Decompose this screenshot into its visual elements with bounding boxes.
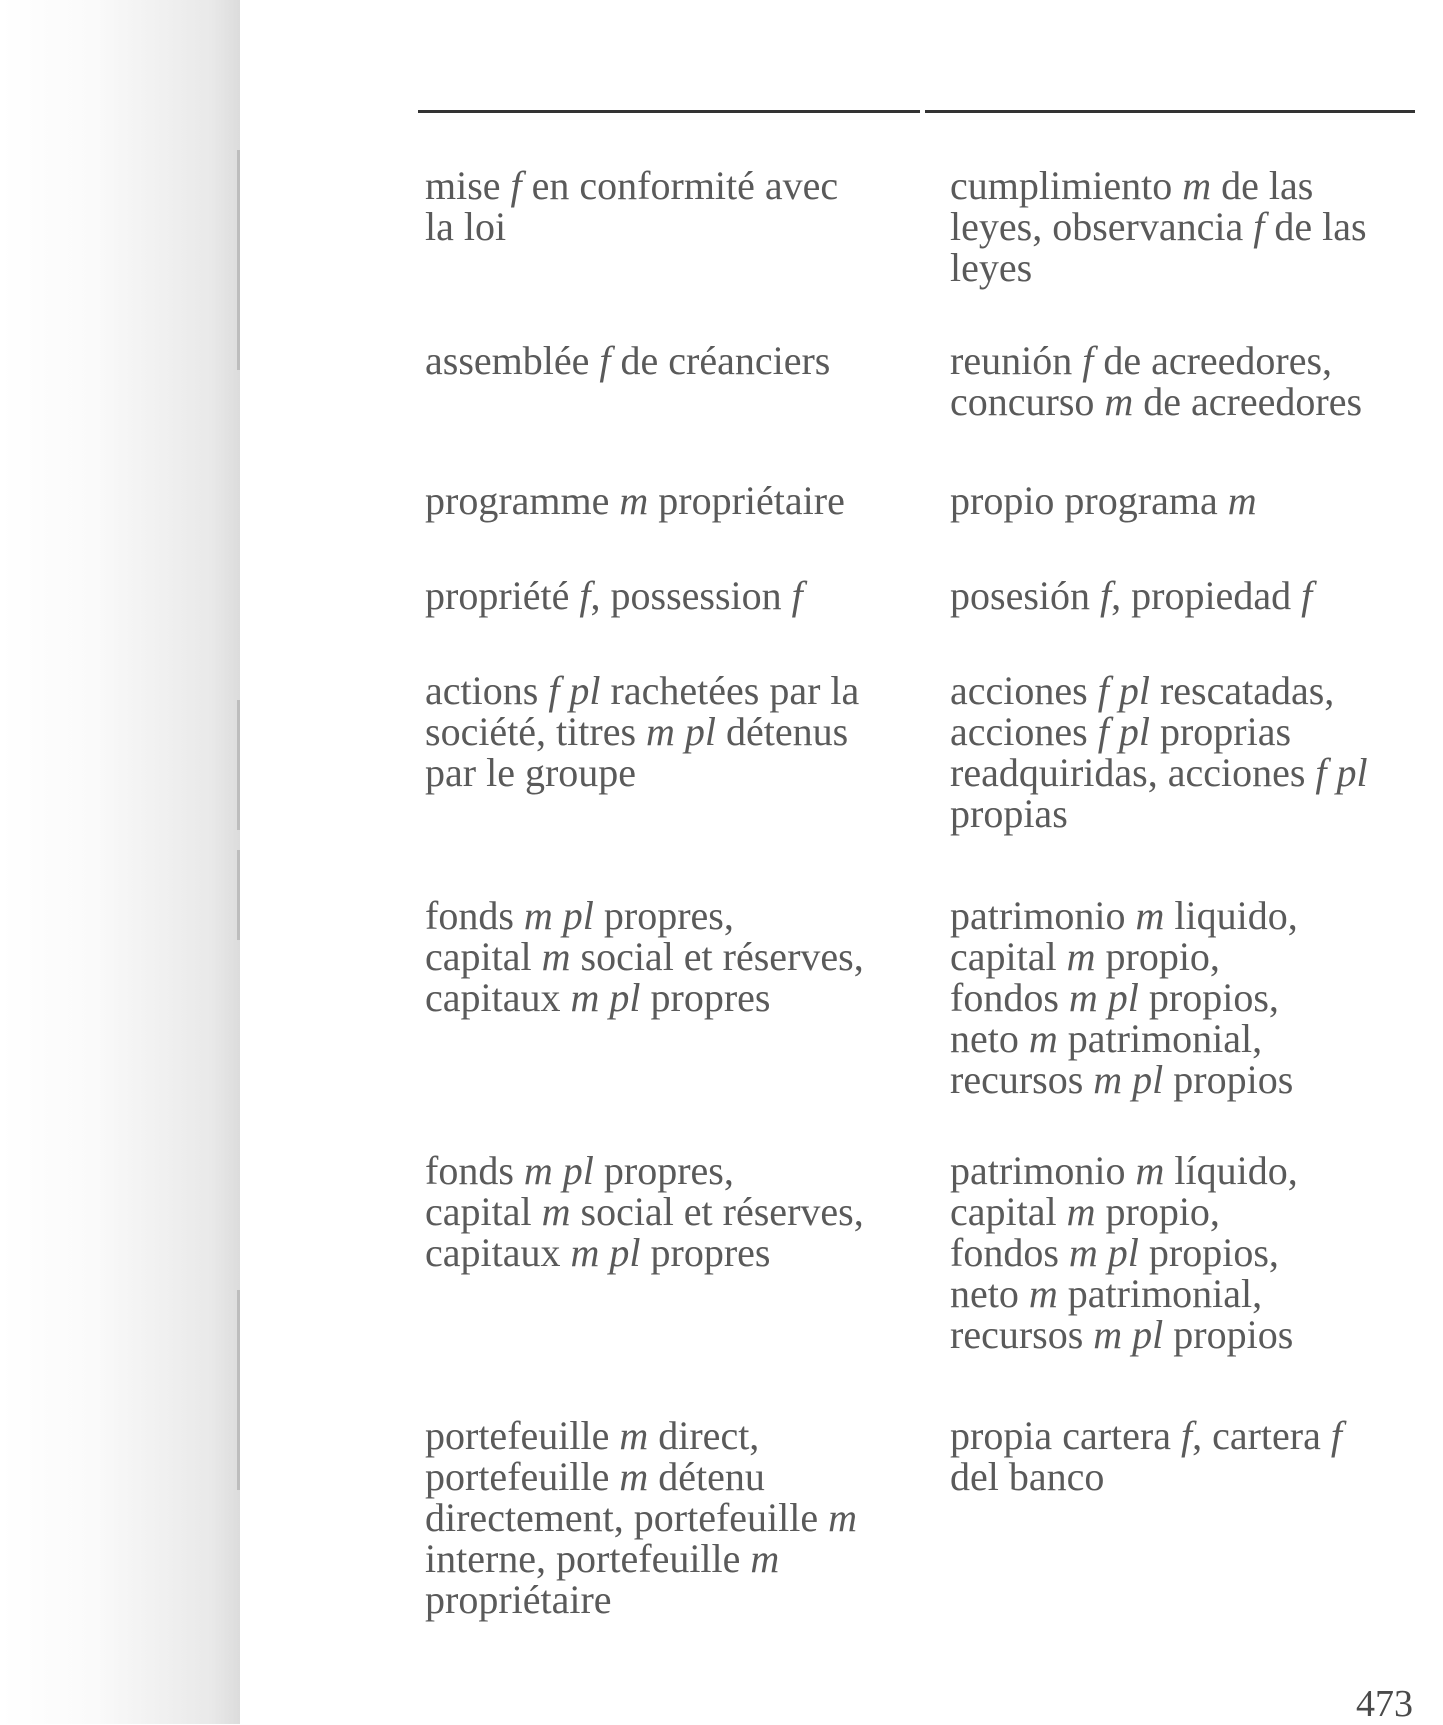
term-line: fondos m pl propios, bbox=[950, 975, 1279, 1020]
term-line: capital m propio, bbox=[950, 1189, 1220, 1234]
term-line: patrimonio m líquido, bbox=[950, 1148, 1298, 1193]
term-line: reunión f de acreedores, bbox=[950, 338, 1333, 383]
term-line: capitaux m pl propres bbox=[425, 1230, 771, 1275]
term-line: leyes, observancia f de las bbox=[950, 204, 1367, 249]
term-line: neto m patrimonial, bbox=[950, 1271, 1263, 1316]
spanish-term bbox=[950, 340, 1410, 422]
spanish-term bbox=[950, 480, 1410, 521]
term-line: readquiridas, acciones f pl bbox=[950, 750, 1368, 795]
term-line: fonds m pl propres, bbox=[425, 893, 734, 938]
term-line: posesión f, propiedad f bbox=[950, 573, 1313, 618]
term-line: acciones f pl proprias bbox=[950, 709, 1292, 754]
term-line: par le groupe bbox=[425, 750, 637, 795]
french-term bbox=[425, 165, 925, 247]
term-line: actions f pl rachetées par la bbox=[425, 668, 860, 713]
term-line: propias bbox=[950, 791, 1068, 836]
term-line: la loi bbox=[425, 204, 507, 249]
gutter-mark bbox=[237, 150, 240, 370]
term-line: interne, portefeuille m bbox=[425, 1536, 780, 1581]
term-line: société, titres m pl détenus bbox=[425, 709, 849, 754]
page-gutter-shadow bbox=[0, 0, 240, 1724]
term-line: capital m propio, bbox=[950, 934, 1220, 979]
spanish-term bbox=[950, 1150, 1410, 1355]
term-line: acciones f pl rescatadas, bbox=[950, 668, 1335, 713]
spanish-term bbox=[950, 670, 1410, 834]
term-line: fonds m pl propres, bbox=[425, 1148, 734, 1193]
french-term bbox=[425, 575, 925, 616]
spanish-term bbox=[950, 895, 1410, 1100]
term-line: recursos m pl propios bbox=[950, 1057, 1294, 1102]
term-line: fondos m pl propios, bbox=[950, 1230, 1279, 1275]
french-term bbox=[425, 670, 925, 793]
term-line: neto m patrimonial, bbox=[950, 1016, 1263, 1061]
term-line: patrimonio m liquido, bbox=[950, 893, 1298, 938]
term-line: directement, portefeuille m bbox=[425, 1495, 858, 1540]
french-term bbox=[425, 340, 925, 381]
term-line: propia cartera f, cartera f bbox=[950, 1413, 1342, 1458]
gutter-mark bbox=[237, 1290, 240, 1490]
term-line: programme m propriétaire bbox=[425, 478, 845, 523]
term-line: recursos m pl propios bbox=[950, 1312, 1294, 1357]
term-line: assemblée f de créanciers bbox=[425, 338, 831, 383]
gutter-mark bbox=[237, 700, 240, 830]
french-term bbox=[425, 895, 925, 1018]
term-line: propriétaire bbox=[425, 1577, 612, 1622]
term-line: concurso m de acreedores bbox=[950, 379, 1363, 424]
term-line: cumplimiento m de las bbox=[950, 163, 1314, 208]
header-rule-french-column bbox=[418, 110, 920, 113]
term-line: portefeuille m détenu bbox=[425, 1454, 765, 1499]
french-term bbox=[425, 1415, 925, 1620]
spanish-term bbox=[950, 575, 1410, 616]
term-line: portefeuille m direct, bbox=[425, 1413, 760, 1458]
term-line: mise f en conformité avec bbox=[425, 163, 839, 208]
page-number: 473 bbox=[1356, 1683, 1413, 1725]
term-line: capital m social et réserves, bbox=[425, 934, 864, 979]
term-line: propio programa m bbox=[950, 478, 1257, 523]
term-line: propriété f, possession f bbox=[425, 573, 803, 618]
gutter-mark bbox=[237, 850, 240, 940]
french-term bbox=[425, 1150, 925, 1273]
header-rule-spanish-column bbox=[925, 110, 1415, 113]
term-line: del banco bbox=[950, 1454, 1105, 1499]
spanish-term bbox=[950, 165, 1410, 288]
spanish-term bbox=[950, 1415, 1410, 1497]
term-line: capitaux m pl propres bbox=[425, 975, 771, 1020]
french-term bbox=[425, 480, 925, 521]
term-line: capital m social et réserves, bbox=[425, 1189, 864, 1234]
term-line: leyes bbox=[950, 245, 1033, 290]
